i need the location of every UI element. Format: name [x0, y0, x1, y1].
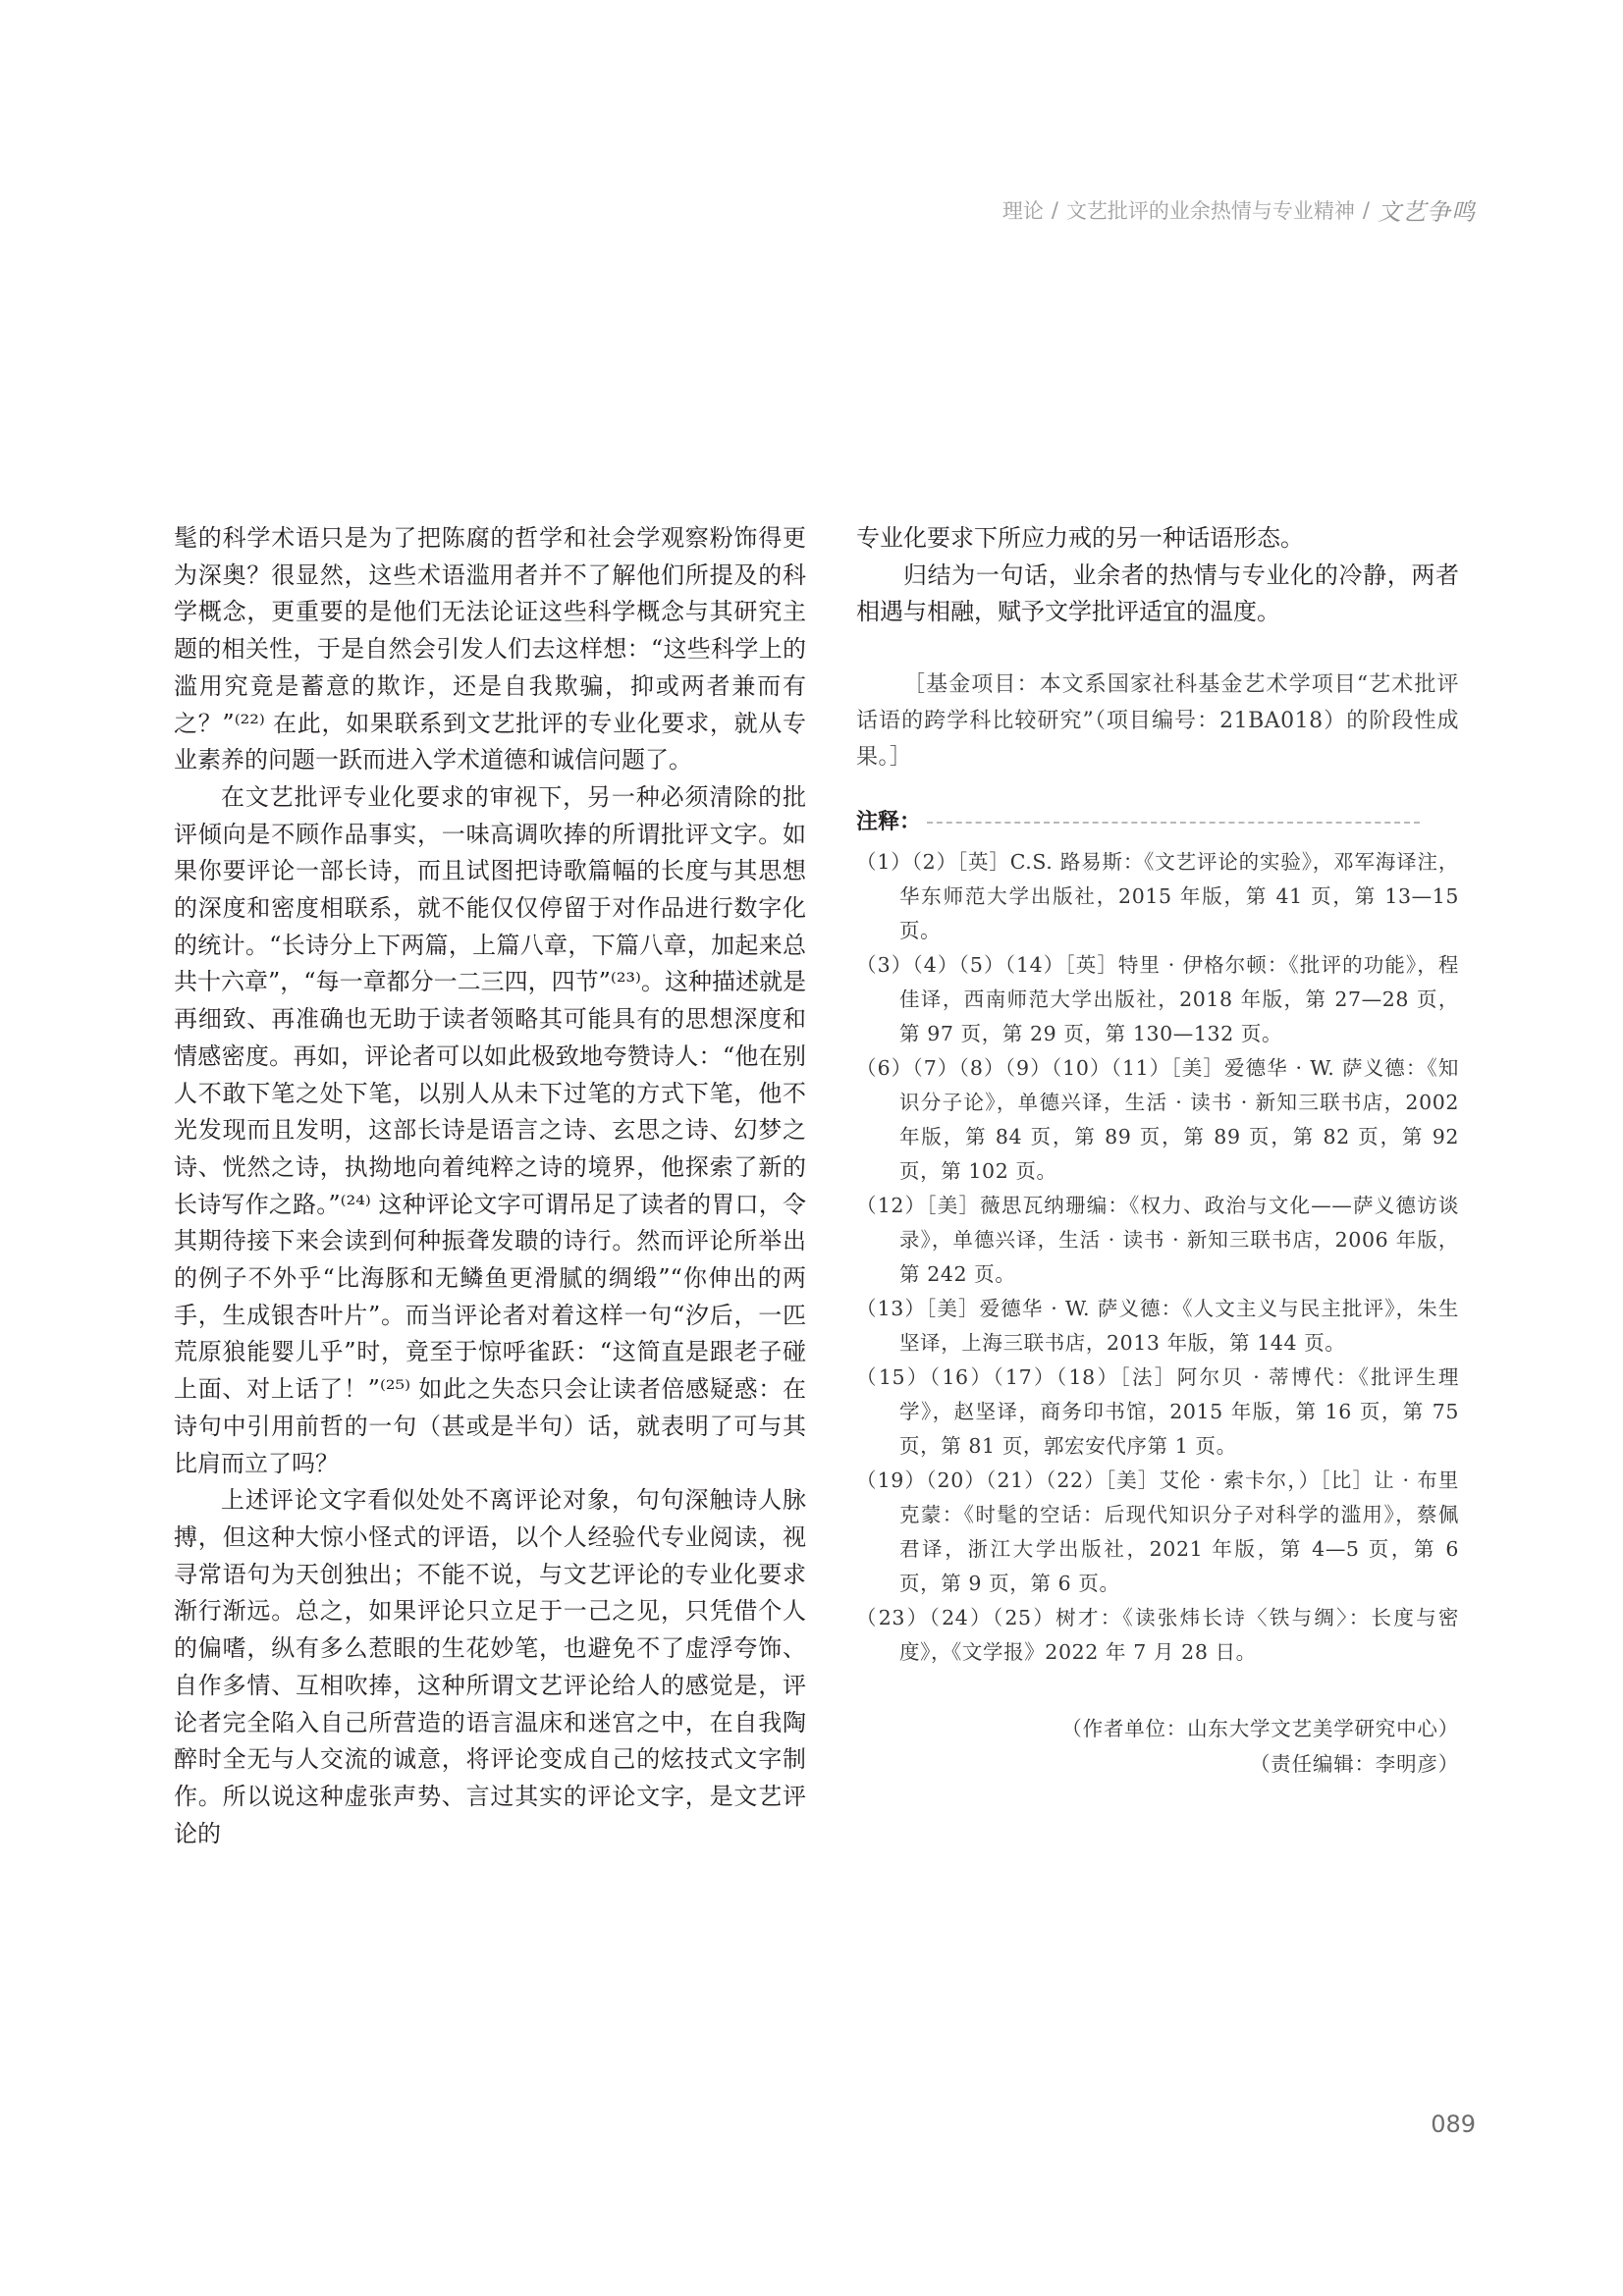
body-paragraph: 在文艺批评专业化要求的审视下，另一种必须清除的批评倾向是不顾作品事实，一味高调吹捧的所谓批评文字。如果你要评论一部长诗，而且试图把诗歌篇幅的长度与其思想的深度和密度相联系，就不能仅仅停留于对作品进行数字化的统计。“长诗分上下两篇，上篇八章，下篇八章，加起来总共十六章”，“每一章都分一二三四，四节”⁽²³⁾。这种描述就是再细致、再准确也无助于读者领略其可能具有的思想深度和情感密度。再如，评论者可以如此极致地夸赞诗人：“他在别人不敢下笔之处下笔，以别人从未下过笔的方式下笔，他不光发现而且发明，这部长诗是语言之诗、玄思之诗、幻梦之诗、恍然之诗，执拗地向着纯粹之诗的境界，他探索了新的长诗写作之路。”⁽²⁴⁾ 这种评论文字可谓吊足了读者的胃口，令其期待接下来会读到何种振聋发聩的诗行。然而评论所举出的例子不外乎“比海豚和无鳞鱼更滑腻的绸缎”“你伸出的两手，生成银杏叶片”。而当评论者对着这样一句“汐后，一匹荒原狼能婴儿乎”时，竟至于惊呼雀跃：“这简直是跟老子碰上面、对上话了！”⁽²⁵⁾ 如此之失态只会让读者倍感疑惑：在诗句中引用前哲的一句（甚或是半句）话，就表明了可与其比肩而立了吗？ [174, 782, 806, 1477]
fund-note: ［基金项目：本文系国家社科基金艺术学项目“艺术批评话语的跨学科比较研究”（项目编号：21BA018）的阶段性成果。］ [856, 672, 1459, 771]
note-item: （6）（7）（8）（9）（10）（11）［美］爱德华 · W. 萨义德：《知识分子论》，单德兴译，生活 · 读书 · 新知三联书店，2002 年版，第 84 页，第 89 页，第 89 页，第 82 页，第 92 页，第 102 页。 [856, 1056, 1459, 1184]
body-paragraph: 专业化要求下所应力戒的另一种话语形态。 [856, 524, 1304, 552]
note-item: （12）［美］薇思瓦纳珊编：《权力、政治与文化——萨义德访谈录》，单德兴译，生活 · 读书 · 新知三联书店，2006 年版，第 242 页。 [856, 1194, 1459, 1287]
body-paragraph: 上述评论文字看似处处不离评论对象，句句深触诗人脉搏，但这种大惊小怪式的评语，以个人经验代专业阅读，视寻常语句为天创独出；不能不说，与文艺评论的专业化要求渐行渐远。总之，如果评论只立足于一己之见，只凭借个人的偏嗜，纵有多么惹眼的生花妙笔，也避免不了虚浮夸饰、自作多情、互相吹捧，这种所谓文艺评论给人的感觉是，评论者完全陷入自己所营造的语言温床和迷宫之中，在自我陶醉时全无与人交流的诚意，将评论变成自己的炫技式文字制作。所以说这种虚张声势、言过其实的评论文字，是文艺评论的 [174, 1486, 806, 1847]
running-header [1002, 192, 1476, 227]
right-column [856, 520, 1459, 1782]
author-unit: （作者单位：山东大学文艺美学研究中心） [1061, 1717, 1459, 1741]
header-article-title: 文艺批评的业余热情与专业精神 [1065, 198, 1355, 223]
header-section: 理论 [1001, 198, 1044, 223]
header-separator: / [1051, 197, 1058, 222]
notes-heading-label: 注释： [856, 810, 922, 835]
page-number: 089 [1431, 2110, 1476, 2138]
left-column [174, 520, 806, 1852]
header-separator: / [1362, 197, 1370, 222]
note-item: （19）（20）（21）（22）［美］艾伦 · 索卡尔，）［比］让 · 布里克蒙：《时髦的空话：后现代知识分子对科学的滥用》，蔡佩君译，浙江大学出版社，2021 年版，第 4—5 页，第 6 页，第 9 页，第 6 页。 [856, 1468, 1459, 1596]
notes-list [856, 845, 1459, 1670]
responsible-editor: （责任编辑：李明彦） [1250, 1752, 1459, 1777]
note-item: （1）（2）［英］C.S. 路易斯：《文艺评论的实验》，邓军海译注，华东师范大学出版社，2015 年版，第 41 页，第 13—15 页。 [856, 850, 1459, 943]
note-item: （23）（24）（25）树才：《读张炜长诗〈铁与绸〉：长度与密度》，《文学报》2022 年 7 月 28 日。 [856, 1606, 1459, 1665]
dashed-divider [927, 822, 1420, 824]
journal-logo: 文艺争鸣 [1378, 198, 1476, 226]
body-paragraph: 髦的科学术语只是为了把陈腐的哲学和社会学观察粉饰得更为深奥？很显然，这些术语滥用者并不了解他们所提及的科学概念，更重要的是他们无法论证这些科学概念与其研究主题的相关性，于是自然会引发人们去这样想：“这些科学上的滥用究竟是蓄意的欺诈，还是自我欺骗，抑或两者兼而有之？”⁽²²⁾ 在此，如果联系到文艺批评的专业化要求，就从专业素养的问题一跃而进入学术道德和诚信问题了。 [174, 524, 806, 774]
note-item: （15）（16）（17）（18）［法］阿尔贝 · 蒂博代：《批评生理学》，赵坚译，商务印书馆，2015 年版，第 16 页，第 75 页，第 81 页，郭宏安代序第 1 页。 [856, 1365, 1459, 1459]
note-item: （3）（4）（5）（14）［英］特里 · 伊格尔顿：《批评的功能》，程佳译，西南师范大学出版社，2018 年版，第 27—28 页，第 97 页，第 29 页，第 130—132 页。 [856, 953, 1459, 1046]
note-item: （13）［美］爱德华 · W. 萨义德：《人文主义与民主批评》，朱生坚译，上海三联书店，2013 年版，第 144 页。 [856, 1297, 1459, 1356]
body-paragraph: 归结为一句话，业余者的热情与专业化的冷静，两者相遇与相融，赋予文学批评适宜的温度。 [856, 561, 1459, 626]
notes-heading [856, 805, 1459, 835]
